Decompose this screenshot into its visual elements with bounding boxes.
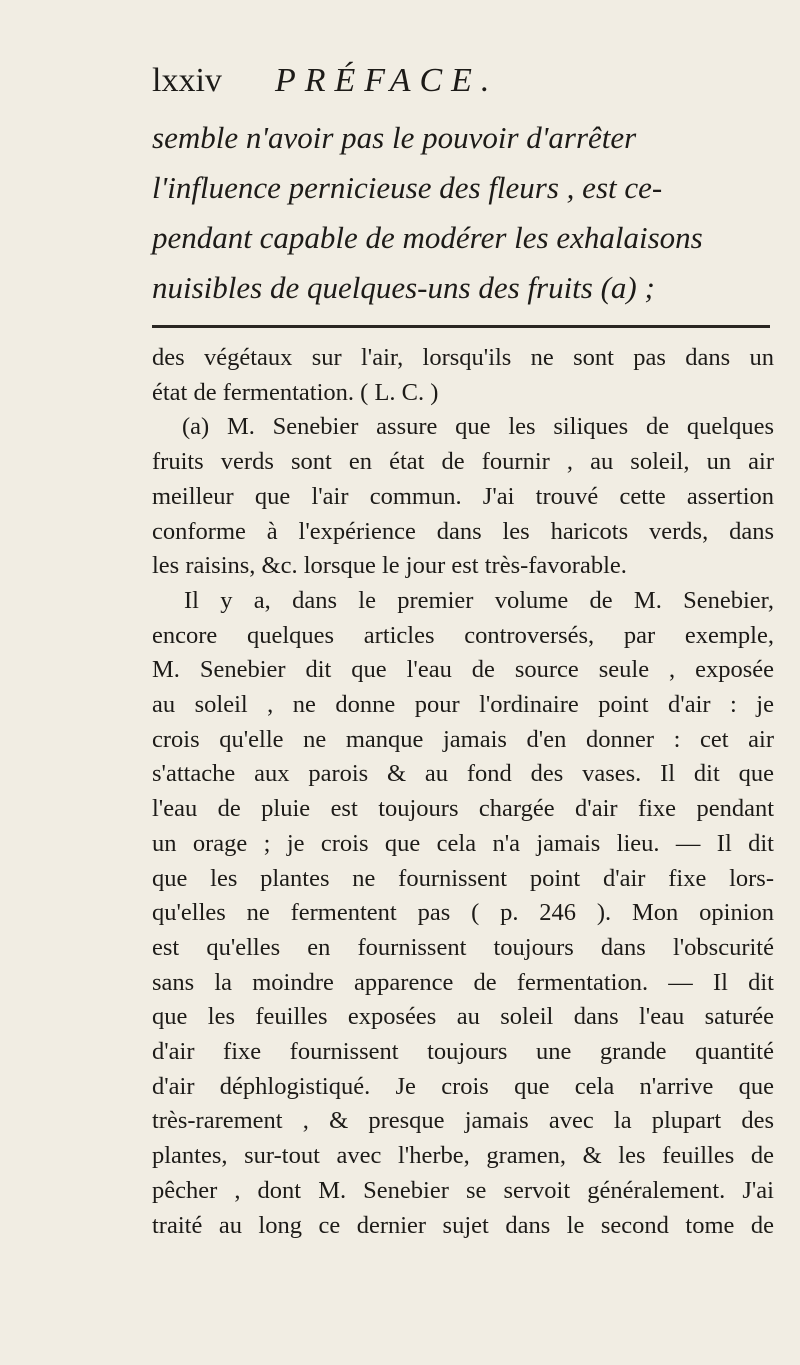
footnote-line: état de fermentation. ( L. C. ) [152, 378, 439, 406]
footnote-line: plantes, sur-tout avec l'herbe, gramen, & les feuilles de [152, 1142, 774, 1170]
running-title: PRÉFACE. [275, 62, 499, 99]
footnote-line: (a) M. Senebier assure que les siliques de quelques [182, 413, 774, 441]
footnote-line: pêcher , dont M. Senebier se servoit généralement. J'ai [152, 1176, 774, 1204]
main-text-line: semble n'avoir pas le pouvoir d'arrêter [152, 120, 637, 155]
footnote-separator-rule [152, 325, 770, 328]
footnote-line: qu'elles ne fermentent pas ( p. 246 ). Mon opinion [152, 899, 774, 927]
footnote-line: encore quelques articles controversés, par exemple, [152, 621, 774, 649]
footnote-line: très-rarement , & presque jamais avec la plupart des [152, 1107, 774, 1135]
footnote-line: Il y a, dans le premier volume de M. Senebier, [184, 586, 774, 614]
footnote-line: conforme à l'expérience dans les haricots verds, dans [152, 517, 774, 545]
footnote-line: d'air déphlogistiqué. Je crois que cela n'arrive que [152, 1072, 774, 1100]
footnote-line: des végétaux sur l'air, lorsqu'ils ne sont pas dans un [152, 344, 774, 371]
footnote-line: M. Senebier dit que l'eau de source seule , exposée [152, 656, 774, 684]
page-number: lxxiv [152, 62, 222, 99]
footnote-line: sans la moindre apparence de fermentation. — Il dit [152, 968, 774, 996]
main-text-block [152, 113, 772, 313]
main-text-line: nuisibles de quelques-uns des fruits (a) ; [152, 270, 655, 305]
footnote-line: l'eau de pluie est toujours chargée d'air fixe pendant [152, 795, 774, 823]
footnote-line: au soleil , ne donne pour l'ordinaire point d'air : je [152, 691, 774, 719]
footnote-line: un orage ; je crois que cela n'a jamais lieu. — Il dit [152, 829, 774, 857]
footnote-line: les raisins, &c. lorsque le jour est très-favorable. [152, 552, 627, 580]
footnote-line: d'air fixe fournissent toujours une grande quantité [152, 1038, 774, 1066]
footnote-line: fruits verds sont en état de fournir , au soleil, un air [152, 448, 774, 476]
footnote-line: que les feuilles exposées au soleil dans l'eau saturée [152, 1003, 774, 1031]
footnote-line: traité au long ce dernier sujet dans le second tome de [152, 1211, 774, 1239]
footnote-line: meilleur que l'air commun. J'ai trouvé cette assertion [152, 482, 774, 510]
footnote-line: que les plantes ne fournissent point d'air fixe lors- [152, 864, 774, 892]
main-text-line: l'influence pernicieuse des fleurs , est ce- [152, 170, 663, 205]
page-header [152, 62, 772, 106]
footnote-line: crois qu'elle ne manque jamais d'en donner : cet air [152, 725, 774, 753]
footnotes-block [152, 341, 774, 1243]
footnote-line: est qu'elles en fournissent toujours dans l'obscurité [152, 933, 774, 961]
main-text-line: pendant capable de modérer les exhalaisons [152, 220, 703, 255]
footnote-line: s'attache aux parois & au fond des vases. Il dit que [152, 760, 774, 788]
